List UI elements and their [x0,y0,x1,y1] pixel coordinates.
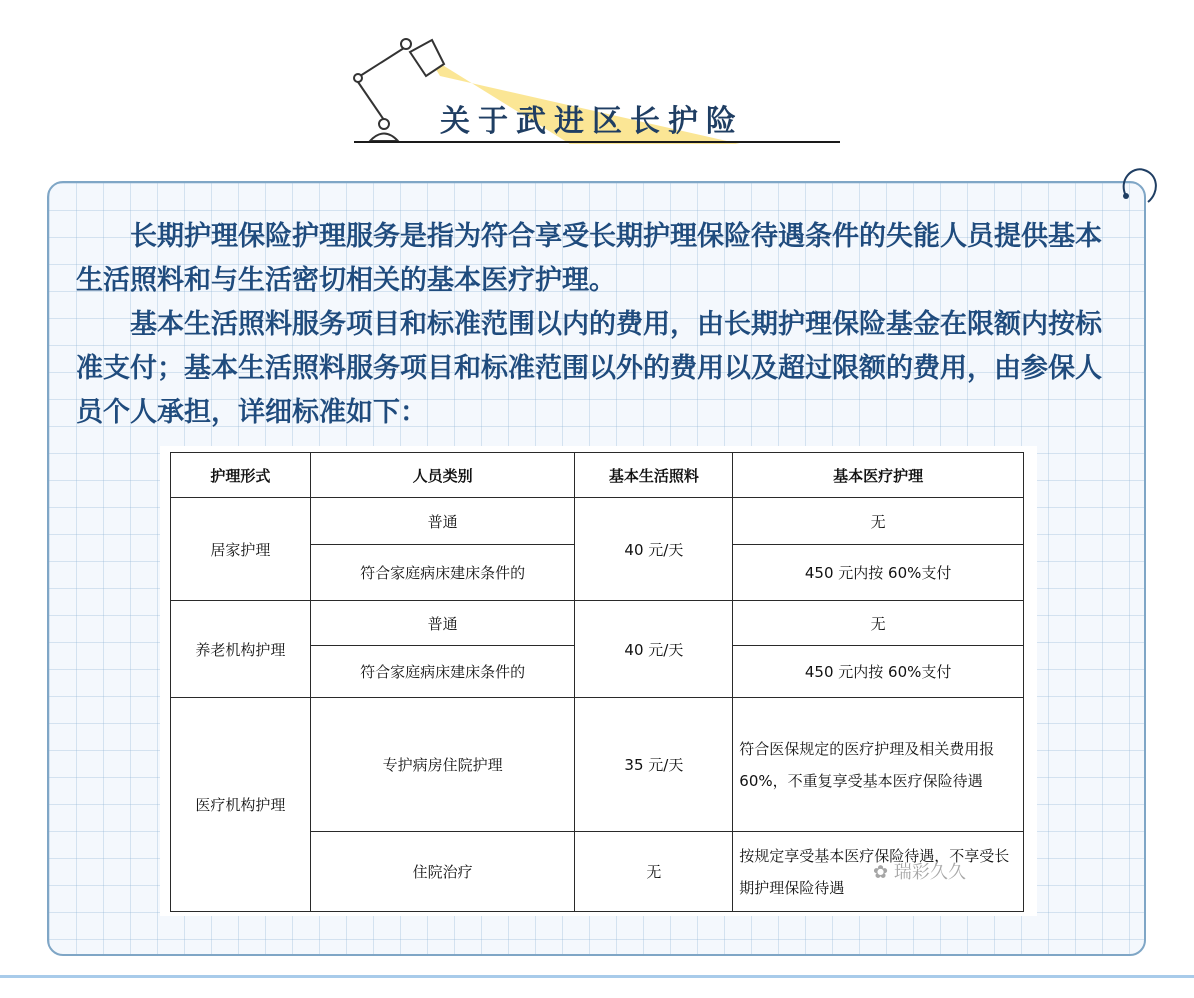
intro-text [76,215,1126,435]
category-cell: 专护病房住院护理 [310,698,575,832]
benefit-table-image [160,446,1037,916]
intro-paragraph: 长期护理保险护理服务是指为符合享受长期护理保险待遇条件的失能人员提供基本生活照料和与生活密切相关的基本医疗护理。 [76,221,1102,296]
benefit-table [170,452,1024,912]
medical-care-cell: 按规定享受基本医疗保险待遇，不享受长期护理保险待遇 [733,832,1024,912]
living-care-cell: 40 元/天 [575,601,733,698]
page-title: 关于武进区长护险 [440,104,744,139]
medical-care-cell: 无 [733,498,1024,545]
living-care-cell: 40 元/天 [575,498,733,601]
table-row [171,698,1024,832]
column-header: 基本生活照料 [575,453,733,498]
page-curl-icon [1118,162,1164,210]
medical-care-cell: 450 元内按 60%支付 [733,545,1024,601]
table-header-row [171,453,1024,498]
wechat-icon: ✿ [873,862,889,883]
intro-paragraph: 基本生活照料服务项目和标准范围以内的费用，由长期护理保险基金在限额内按标准支付；基本生活照料服务项目和标准范围以外的费用以及超过限额的费用，由参保人员个人承担，详细标准如下： [76,309,1102,428]
category-cell: 普通 [310,601,575,646]
care-form-cell: 居家护理 [171,498,311,601]
table-row [171,601,1024,646]
living-care-cell: 无 [575,832,733,912]
category-cell: 住院治疗 [310,832,575,912]
living-care-cell: 35 元/天 [575,698,733,832]
column-header: 人员类别 [310,453,575,498]
care-form-cell: 医疗机构护理 [171,698,311,912]
column-header: 护理形式 [171,453,311,498]
category-cell: 普通 [310,498,575,545]
medical-care-cell: 无 [733,601,1024,646]
care-form-cell: 养老机构护理 [171,601,311,698]
column-header: 基本医疗护理 [733,453,1024,498]
table-row [171,498,1024,545]
watermark-text: 瑞彩久久 [893,862,966,883]
medical-care-cell: 符合医保规定的医疗护理及相关费用报 60%，不重复享受基本医疗保险待遇 [733,698,1024,832]
title-underline [354,141,840,143]
medical-care-cell: 450 元内按 60%支付 [733,646,1024,698]
section-header [340,34,850,146]
category-cell: 符合家庭病床建床条件的 [310,545,575,601]
category-cell: 符合家庭病床建床条件的 [310,646,575,698]
bottom-divider [0,975,1194,978]
watermark [873,858,966,884]
